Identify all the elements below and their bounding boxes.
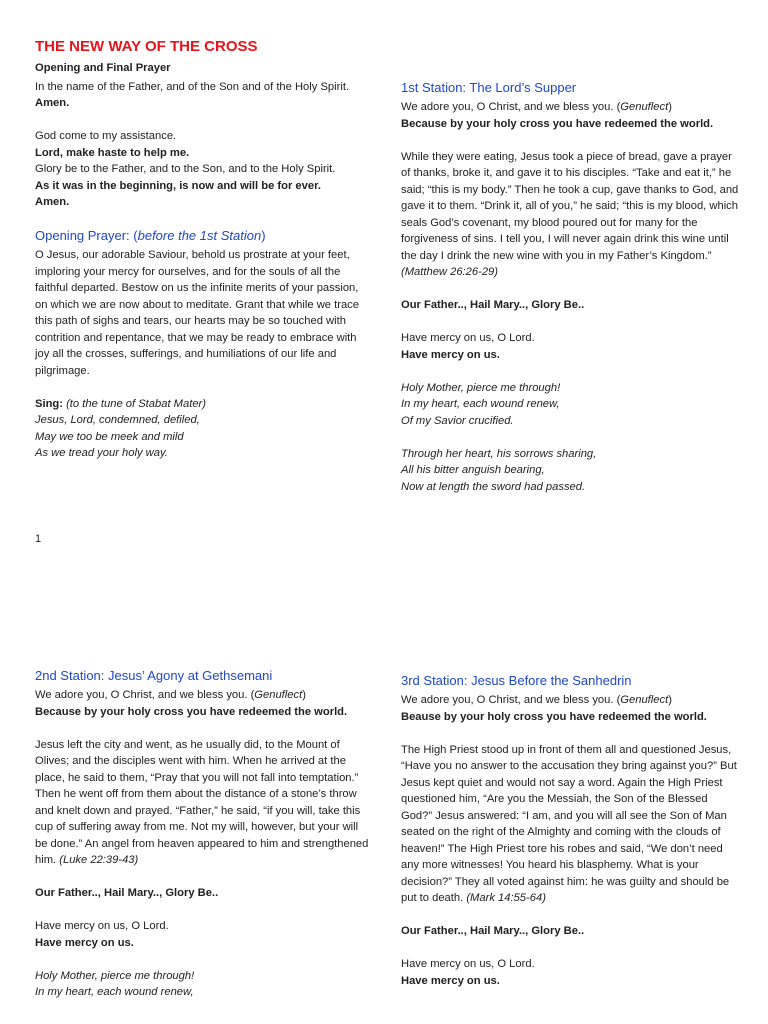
adore-response: Beause by your holy cross you have redeemed the world. (401, 710, 707, 723)
station-1-heading: 1st Station: The Lord’s Supper (401, 80, 577, 95)
station-1-section (401, 79, 741, 495)
amen-response-2: Amen. (35, 196, 70, 208)
opening-subhead: Opening and Final Prayer (35, 62, 171, 74)
station-3-heading: 3rd Station: Jesus Before the Sanhedrin (401, 673, 632, 688)
mercy-response: Have mercy on us. (401, 974, 500, 987)
hymn-line: As we tread your holy way. (35, 447, 168, 459)
scripture-reading: While they were eating, Jesus took a piece of bread, gave a prayer of thanks, broke it, and gave it to his disciples. “Take and eat it,” he said; “this is my body.” Then he took a cup, gave thanks to God, and gave it to them. “Drink it, all of you,” he said; “this is my blood, which seals God’s covenant, my blood poured out for many for the forgiveness of sins. I tell you, I will never again drink this wine until the day I drink the new wine with you in my Father’s Kingdom.” (Matthew 26:26-29) (401, 150, 739, 278)
page-number: 1 (35, 533, 42, 545)
prayers-line: Our Father.., Hail Mary.., Glory Be.. (35, 887, 219, 899)
opening-section (35, 36, 370, 462)
sing-instruction: Sing: (to the tune of Stabat Mater) (35, 397, 206, 410)
lord-haste-response: Lord, make haste to help me. (35, 146, 190, 159)
adore-text: We adore you, O Christ, and we bless you. (Genuflect) (401, 101, 672, 113)
as-it-was-response: As it was in the beginning, is now and will be for ever. (35, 179, 321, 192)
station-2-heading: 2nd Station: Jesus’ Agony at Gethsemani (35, 668, 273, 683)
mercy-response: Have mercy on us. (35, 936, 134, 949)
adore-text: We adore you, O Christ, and we bless you. (Genuflect) (401, 694, 672, 706)
amen-response: Amen. (35, 97, 70, 109)
mercy-response: Have mercy on us. (401, 348, 500, 361)
sign-of-cross-text: In the name of the Father, and of the Son and of the Holy Spirit. (35, 80, 350, 93)
hymn-line: May we too be meek and mild (35, 430, 184, 443)
mercy-text: Have mercy on us, O Lord. (35, 920, 169, 932)
mercy-text: Have mercy on us, O Lord. (401, 332, 535, 344)
hymn-line: Now at length the sword had passed. (401, 480, 586, 493)
hymn-line: Jesus, Lord, condemned, defiled, (35, 414, 200, 426)
station-2-section (35, 667, 370, 1001)
prayers-line: Our Father.., Hail Mary.., Glory Be.. (401, 299, 585, 311)
hymn-line: Through her heart, his sorrows sharing, (401, 447, 597, 460)
station-3-section (401, 672, 741, 989)
god-come-text: God come to my assistance. (35, 130, 177, 142)
hymn-line: Holy Mother, pierce me through! (35, 969, 195, 982)
hymn-line: Holy Mother, pierce me through! (401, 381, 561, 394)
mercy-text: Have mercy on us, O Lord. (401, 958, 535, 970)
page-title: THE NEW WAY OF THE CROSS (35, 38, 258, 55)
hymn-line: All his bitter anguish bearing, (401, 464, 545, 476)
opening-prayer-heading: Opening Prayer: (before the 1st Station) (35, 228, 266, 243)
opening-prayer-text: O Jesus, our adorable Saviour, behold us prostrate at your feet, imploring your mercy for ourselves, and for the souls of all the faithful departed. Bestow on us the infinite merits of your passion, on which we are now about to meditate. Grant that while we trace this path of sighs and tears, our hearts may be so touched with contrition and repentance, that we may be ready to embrace with joy all the crosses, sufferings, and humiliations of our life and pilgrimage. (35, 249, 359, 377)
adore-response: Because by your holy cross you have redeemed the world. (401, 117, 714, 130)
hymn-line: Of my Savior crucified. (401, 414, 514, 427)
hymn-line: In my heart, each wound renew, (401, 398, 560, 410)
glory-be-text: Glory be to the Father, and to the Son, and to the Holy Spirit. (35, 163, 336, 175)
adore-response: Because by your holy cross you have redeemed the world. (35, 705, 348, 718)
adore-text: We adore you, O Christ, and we bless you. (Genuflect) (35, 689, 306, 701)
prayers-line: Our Father.., Hail Mary.., Glory Be.. (401, 925, 585, 937)
hymn-line: In my heart, each wound renew, (35, 986, 194, 998)
scripture-reading: Jesus left the city and went, as he usually did, to the Mount of Olives; and the disciples went with him. When he arrived at the place, he said to them, “Pray that you will not fall into temptation.” Then he went off from them about the distance of a stone’s throw and knelt down and prayed. “Father,” he said, “if you will, take this cup of suffering away from me. Not my will, however, but your will be done.” An angel from heaven appeared to him and strengthened him. (Luke 22:39-43) (35, 738, 369, 866)
scripture-reading: The High Priest stood up in front of them all and questioned Jesus, “Have you no answer to the accusation they bring against you?” But Jesus kept quiet and would not say a word. Again the High Priest questioned him, “Are you the Messiah, the Son of the Blessed God?” Jesus answered: “I am, and you will all see the Son of Man seated on the right of the Almighty and coming with the clouds of heaven!” The High Priest tore his robes and said, “We don’t need any more witnesses! You heard his blasphemy. What is your decision?” They all voted against him: he was guilty and should be put to death. (Mark 14:55-64) (401, 743, 737, 904)
